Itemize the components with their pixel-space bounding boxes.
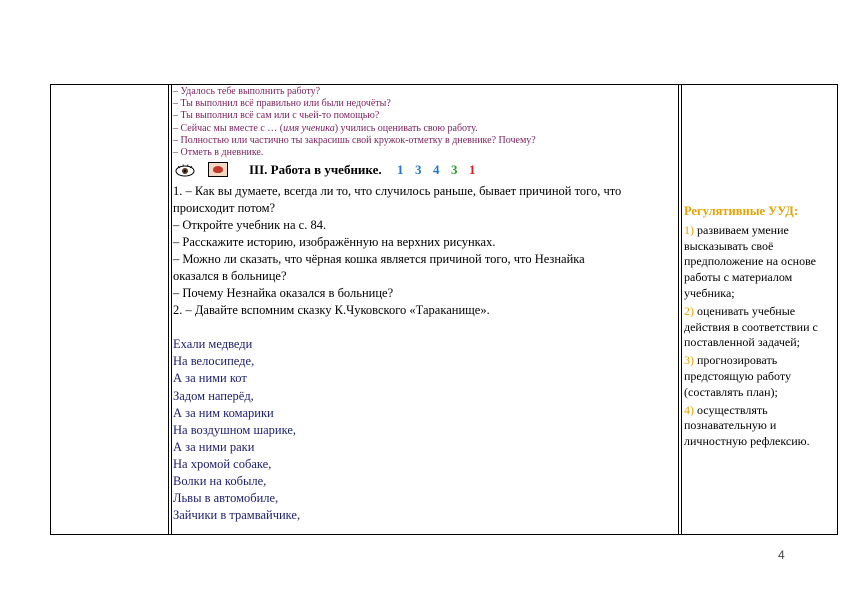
uud-item bbox=[684, 353, 832, 400]
uud-item-number: 4) bbox=[684, 402, 694, 417]
column-divider bbox=[171, 85, 172, 534]
text-line: 2. – Давайте вспомним сказку К.Чуковского «Тараканище». bbox=[173, 303, 490, 318]
rating-numbers bbox=[397, 162, 487, 178]
question-part: ) учились оценивать свою работу. bbox=[334, 122, 478, 134]
text-line: происходит потом? bbox=[173, 201, 276, 216]
column-divider bbox=[168, 85, 169, 534]
uud-item-text: развиваем умение высказывать своё предположение на основе работы с материалом учебника; bbox=[684, 222, 816, 300]
text-line: – Почему Незнайка оказался в больнице? bbox=[173, 286, 394, 301]
question-line: – Отметь в дневнике. bbox=[173, 147, 264, 159]
column-divider bbox=[681, 85, 682, 534]
uud-item bbox=[684, 223, 832, 302]
rating-number: 1 bbox=[397, 162, 404, 178]
rating-number: 3 bbox=[415, 162, 422, 178]
uud-item bbox=[684, 403, 832, 450]
text-line: – Можно ли сказать, что чёрная кошка является причиной того, что Незнайка bbox=[173, 252, 585, 267]
poem-line: Ехали медведи bbox=[173, 337, 253, 352]
question-part: – Сейчас мы вместе с … ( bbox=[173, 122, 284, 134]
text-line: – Откройте учебник на с. 84. bbox=[173, 218, 327, 233]
uud-item-text: оценивать учебные действия в соответствии с поставленной задачей; bbox=[684, 303, 818, 350]
question-line bbox=[173, 123, 675, 135]
book-icon bbox=[208, 162, 228, 177]
poem-line: Волки на кобыле, bbox=[173, 473, 267, 488]
uud-item-text: осуществлять познавательную и личностную рефлексию. bbox=[684, 402, 810, 449]
rating-number: 4 bbox=[433, 162, 440, 178]
text-line: 1. – Как вы думаете, всегда ли то, что случилось раньше, бывает причиной того, что bbox=[173, 184, 622, 199]
page-number: 4 bbox=[778, 548, 785, 562]
question-line: – Удалось тебе выполнить работу? bbox=[173, 86, 321, 97]
text-line: – Расскажите историю, изображённую на верхних рисунках. bbox=[173, 235, 496, 250]
uud-item bbox=[684, 304, 832, 351]
rating-number: 3 bbox=[451, 162, 458, 178]
question-line: – Полностью или частично ты закрасишь свой кружок-отметку в дневнике? Почему? bbox=[173, 134, 536, 146]
poem-line: А за ними раки bbox=[173, 439, 255, 454]
uud-item-number: 1) bbox=[684, 222, 694, 237]
poem-excerpt bbox=[173, 336, 675, 524]
poem-line: А за ним комарики bbox=[173, 405, 274, 420]
poem-line: На хромой собаке, bbox=[173, 456, 272, 471]
eye-icon bbox=[175, 164, 195, 178]
uud-item-number: 3) bbox=[684, 353, 694, 368]
poem-line: Зайчики в трамвайчике, bbox=[173, 508, 301, 523]
uud-column bbox=[684, 204, 832, 452]
uud-item-text: прогнозировать предстоящую работу (составлять план); bbox=[684, 353, 791, 399]
rating-number: 1 bbox=[469, 162, 476, 178]
poem-line: На воздушном шарике, bbox=[173, 422, 296, 437]
column-divider bbox=[678, 85, 679, 534]
text-line: оказался в больнице? bbox=[173, 269, 287, 284]
poem-line: На велосипеде, bbox=[173, 354, 255, 369]
task-text bbox=[173, 183, 675, 319]
section-title: III. Работа в учебнике. bbox=[249, 162, 382, 178]
poem-line: А за ними кот bbox=[173, 371, 247, 386]
question-line: – Ты выполнил всё правильно или были недочёты? bbox=[173, 98, 391, 110]
uud-title: Регулятивные УУД: bbox=[684, 204, 798, 218]
lesson-content bbox=[173, 86, 675, 524]
reflection-questions bbox=[173, 86, 675, 159]
poem-line: Львы в автомобиле, bbox=[173, 491, 279, 506]
poem-line: Задом наперёд, bbox=[173, 388, 254, 403]
uud-item-number: 2) bbox=[684, 303, 694, 318]
student-name-placeholder: имя ученика bbox=[283, 122, 335, 134]
question-line: – Ты выполнил всё сам или с чьей-то помощью? bbox=[173, 110, 380, 122]
section-heading bbox=[173, 161, 675, 183]
